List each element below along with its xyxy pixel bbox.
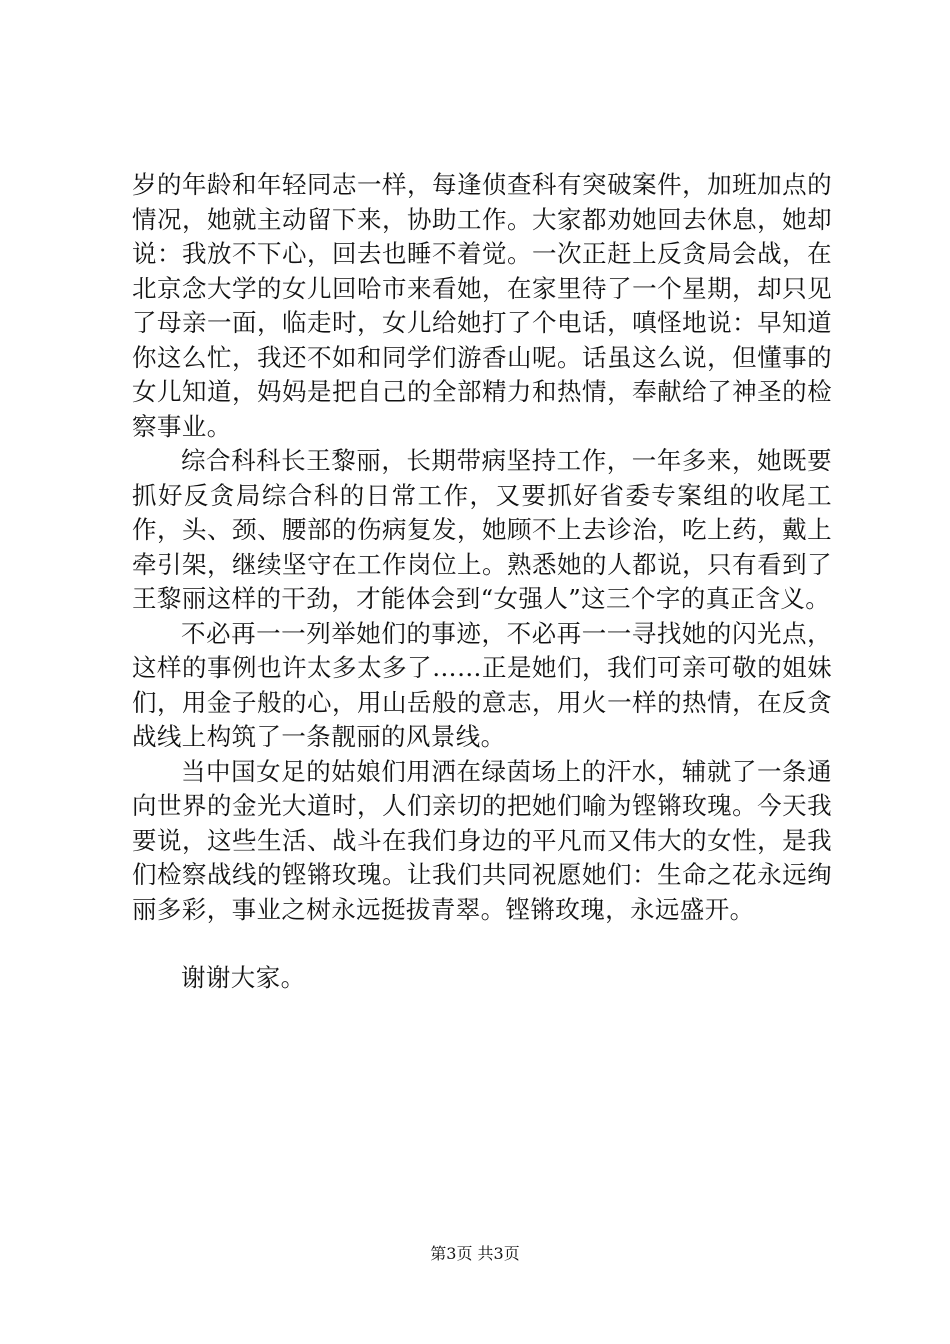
- page-footer: 第3页 共3页: [430, 1244, 520, 1263]
- paragraph-steel-roses: 当中国女足的姑娘们用洒在绿茵场上的汗水，辅就了一条通向世界的金光大道时，人们亲切的把她们喻为铿锵玫瑰。今天我要说，这些生活、战斗在我们身边的平凡而又伟大的女性，是我们检察战线的铿锵玫瑰。让我们共同祝愿她们：生命之花永远绚丽多彩，事业之树永远挺拔青翠。铿锵玫瑰，永远盛开。: [132, 756, 832, 924]
- paragraph-continuation: 岁的年龄和年轻同志一样，每逢侦查科有突破案件，加班加点的情况，她就主动留下来，协助工作。大家都劝她回去休息，她却说：我放不下心，回去也睡不着觉。一次正赶上反贪局会战，在北京念大学的女儿回哈市来看她，在家里待了一个星期，却只见了母亲一面，临走时，女儿给她打了个电话，嗔怪地说：早知道你这么忙，我还不如和同学们游香山呢。话虽这么说，但懂事的女儿知道，妈妈是把自己的全部精力和热情，奉献给了神圣的检察事业。: [132, 170, 832, 441]
- paragraph-wang-lili: 综合科科长王黎丽，长期带病坚持工作，一年多来，她既要抓好反贪局综合科的日常工作，又要抓好省委专案组的收尾工作，头、颈、腰部的伤病复发，她顾不上去诊治，吃上药，戴上牵引架，继续坚守在工作岗位上。熟悉她的人都说，只有看到了王黎丽这样的干劲，才能体会到“女强人”这三个字的真正含义。: [132, 446, 832, 613]
- closing-thanks: 谢谢大家。: [181, 963, 306, 992]
- document-body: [132, 168, 832, 996]
- paragraph-sisters: 不必再一一列举她们的事迹，不必再一一寻找她的闪光点，这样的事例也许太多太多了……正是她们，我们可亲可敬的姐妹们，用金子般的心，用山岳般的意志，用火一样的热情，在反贪战线上构筑了一条靓丽的风景线。: [132, 618, 832, 751]
